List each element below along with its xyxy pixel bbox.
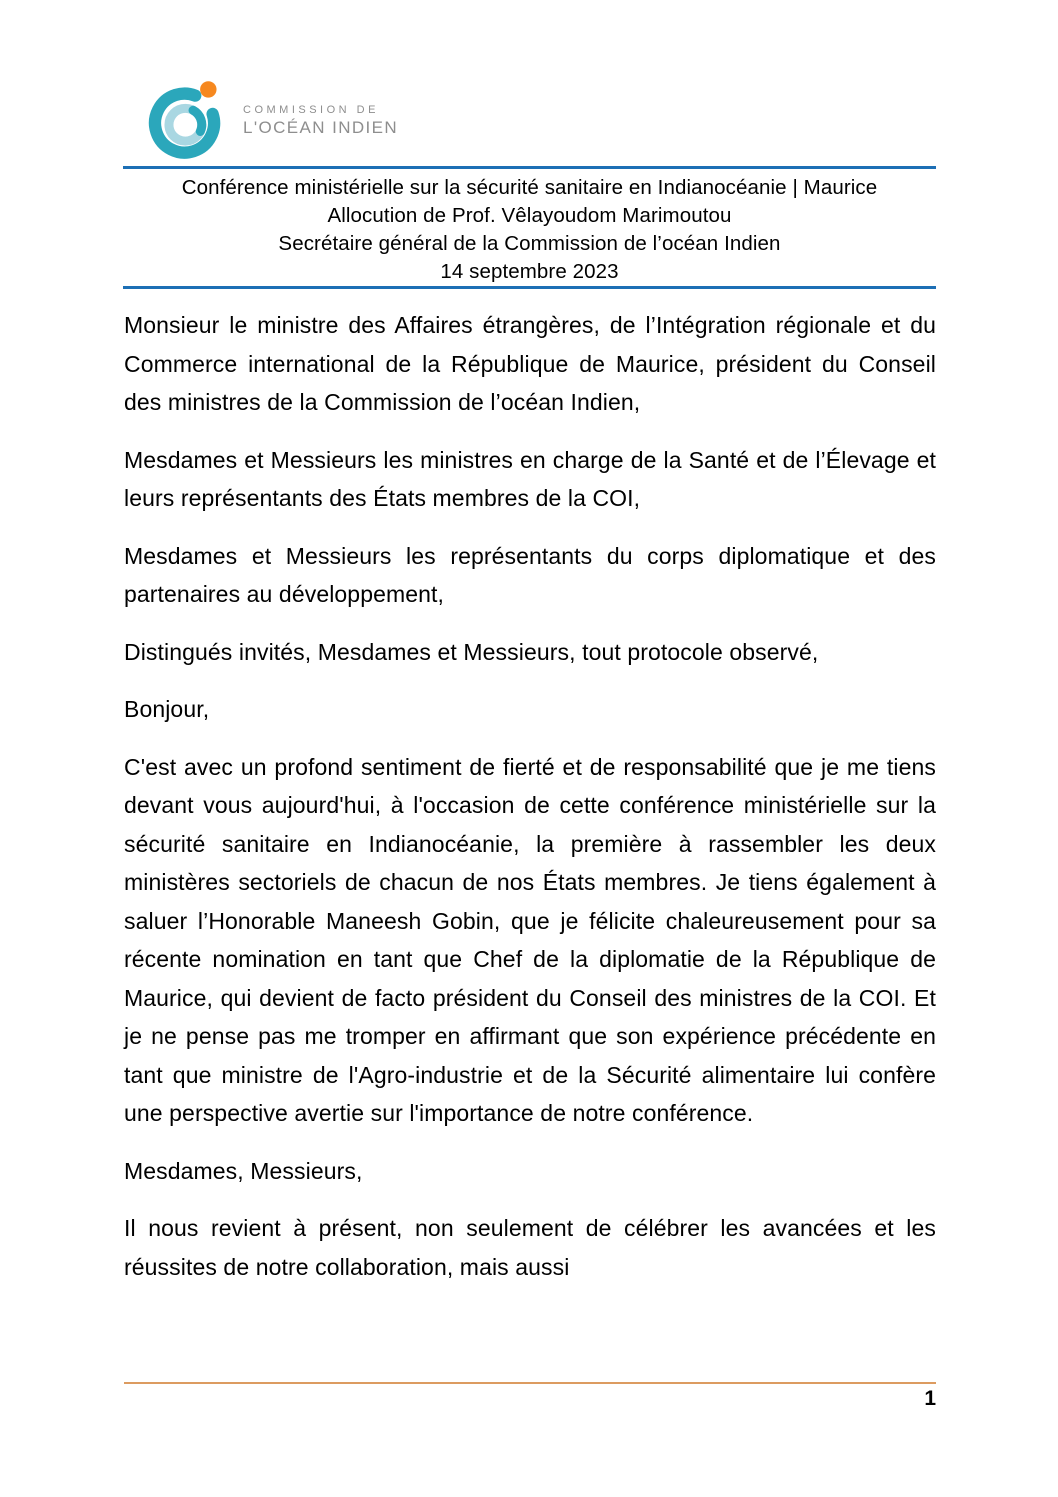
body-paragraph: Mesdames, Messieurs, [124, 1157, 363, 1184]
logo-org-name-line2: L'OCÉAN INDIEN [243, 118, 399, 137]
header-line-speech-author: Allocution de Prof. Vêlayoudom Marimoutou [327, 204, 732, 227]
header-rule-top [123, 166, 936, 169]
body-paragraph: Mesdames et Messieurs les ministres en charge de la Santé et de l’Élevage et leurs représentants des États membres de la COI, [124, 446, 936, 511]
body-paragraph: Monsieur le ministre des Affaires étrangères, de l’Intégration régionale et du Commerce international de la République de Maurice, président du Conseil des ministres de la Commission de l’océan Indien, [124, 312, 936, 415]
coi-logo [145, 78, 398, 160]
page-number: 1 [924, 1387, 936, 1410]
speech-body [124, 306, 936, 1286]
header-line-conference-title: Conférence ministérielle sur la sécurité sanitaire en Indianocéanie | Maurice [181, 176, 878, 199]
body-paragraph: Bonjour, [124, 696, 210, 722]
header-rule-bottom [123, 286, 936, 289]
coi-logo-icon [145, 78, 229, 160]
logo-org-name-line1: COMMISSION DE [243, 104, 379, 116]
body-paragraph: Distingués invités, Mesdames et Messieurs, tout protocole observé, [124, 638, 819, 665]
coi-logo-text [243, 100, 398, 138]
footer-rule [124, 1382, 936, 1384]
body-paragraph: Il nous revient à présent, non seulement de célébrer les avancées et les réussites de notre collaboration, mais aussi [124, 1215, 936, 1280]
header-line-author-role: Secrétaire général de la Commission de l’océan Indien [278, 232, 781, 255]
body-paragraph: C'est avec un profond sentiment de fierté et de responsabilité que je me tiens devant vous aujourd'hui, à l'occasion de cette conférence ministérielle sur la sécurité sanitaire en Indianocéanie, la première à rassembler les deux ministères sectoriels de chacun de nos États membres. Je tiens également à saluer l’Honorable Maneesh Gobin, que je félicite chaleureusement pour sa récente nomination en tant que Chef de la diplomatie de la République de Maurice, qui devient de facto président du Conseil des ministres de la COI. Et je ne pense pas me tromper en affirmant que son expérience précédente en tant que ministre de l'Agro-industrie et de la Sécurité alimentaire lui confère une perspective avertie sur l'importance de notre conférence. [124, 753, 936, 1126]
document-title-block [123, 174, 936, 286]
body-paragraph: Mesdames et Messieurs les représentants du corps diplomatique et des partenaires au développement, [124, 542, 936, 607]
header-line-date: 14 septembre 2023 [440, 260, 619, 283]
